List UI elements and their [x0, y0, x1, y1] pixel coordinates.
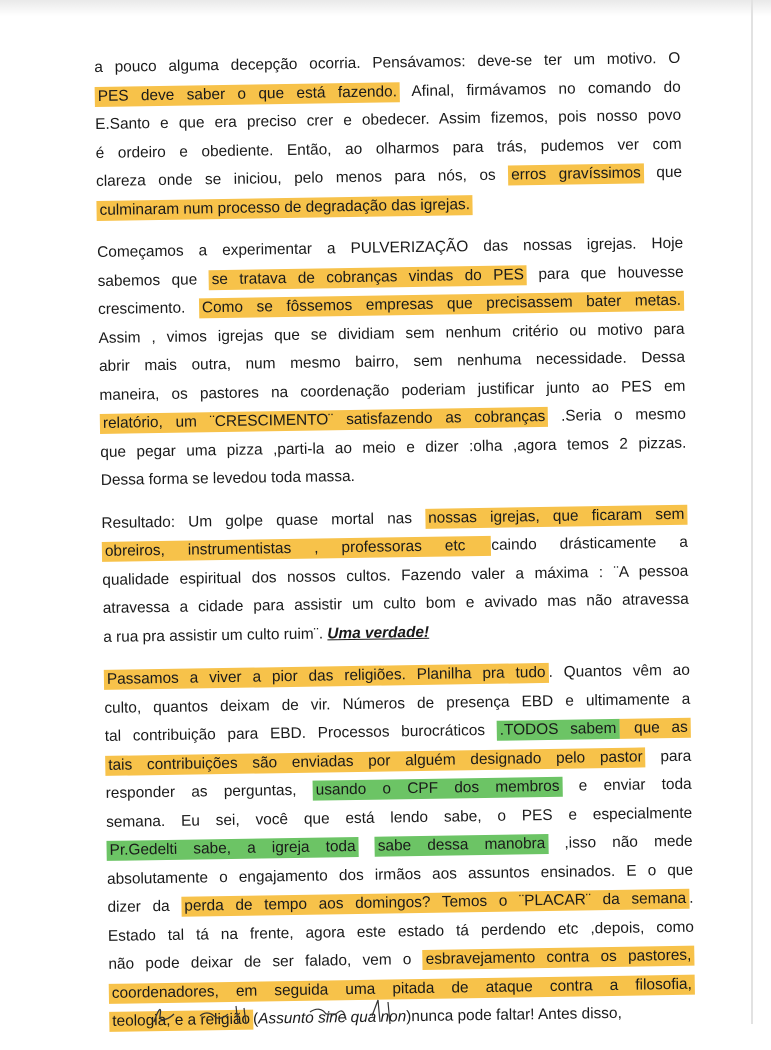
highlighted-text: Pr.Gedelti sabe, a igreja toda	[106, 837, 358, 861]
paragraph	[101, 500, 689, 652]
text-run: absolutamente o engajamento dos irmãos aos assuntos ensinados. E o que	[106, 861, 694, 888]
highlighted-text: Passamos a viver a pior das religiões. Planilha pra tudo	[104, 663, 549, 690]
text-run: abrir mais outra, num mesmo bairro, sem nenhuma necessidade. Dessa	[98, 348, 686, 375]
emphasized-text: Uma verdade!	[327, 623, 430, 642]
text-run: E.Santo e que era preciso crer e obedecer. Assim fizemos, pois nosso povo	[95, 106, 682, 133]
highlighted-text: se tratava de cobranças vindas do PES	[208, 265, 527, 290]
paragraph	[94, 45, 683, 225]
highlighted-text: erros gravíssimos	[508, 163, 644, 185]
text-run: caindo drásticamente a	[491, 533, 688, 554]
highlighted-text: coordenadores, em seguida uma pitada de ataque contra a filosofia,	[109, 974, 695, 1003]
highlighted-text: PES deve saber o que está fazendo.	[95, 82, 400, 107]
text-run: que	[643, 163, 683, 182]
highlighted-text: .TODOS sabem	[497, 719, 620, 741]
emphasized-text: Assunto sine qua non	[258, 1008, 407, 1028]
text-run: Afinal, firmávamos no comando do	[399, 78, 681, 100]
text-run: dizer da	[107, 897, 182, 916]
highlighted-text: sabe dessa manobra	[375, 834, 549, 857]
text-run: ,isso não mede	[548, 832, 693, 852]
text-run: . Quantos vêm ao	[548, 661, 690, 681]
paragraph	[97, 230, 687, 496]
text-run: Estado tal tá na frente, agora este estado tá perdendo etc ,depois, como	[107, 918, 695, 945]
text-run: a rua pra assistir um culto ruim¨.	[103, 624, 328, 646]
handwritten-signature	[140, 986, 440, 1024]
text-run: Resultado: Um golpe quase mortal nas	[101, 509, 426, 532]
text-run: Começamos a experimentar a PULVERIZAÇÃO das nossas igrejas. Hoje	[97, 234, 684, 261]
text-run: Assim , vimos igrejas que se dividiam sem nenhum critério ou motivo para	[98, 320, 685, 347]
highlighted-text: perda de tempo aos domingos? Temos o ¨PLACAR¨ da semana	[181, 889, 689, 917]
text-run: a pouco alguma decepção ocorria. Pensávamos: deve-se ter um motivo. O	[94, 49, 681, 76]
text-run: Dessa forma se levedou toda massa.	[100, 467, 355, 489]
text-run: crescimento.	[97, 299, 200, 318]
highlighted-text: Como se fôssemos empresas que precisassem bater metas.	[199, 291, 684, 319]
paragraph	[104, 657, 696, 1037]
scan-top-shadow	[0, 0, 771, 16]
document-body	[94, 39, 696, 1050]
highlighted-text: obreiros, instrumentistas , professoras etc	[102, 536, 492, 562]
highlighted-text: teologia, e a religião	[109, 1010, 253, 1032]
text-run: responder as perguntas,	[105, 781, 313, 802]
text-run: .	[689, 889, 694, 907]
text-run	[358, 838, 374, 855]
text-run: .Seria o mesmo	[548, 405, 686, 425]
text-run: semana. Eu sei, você que está lendo sabe, o PES e especialmente	[106, 804, 693, 831]
text-run: clareza onde se iniciou, pelo menos para nós, os	[95, 166, 509, 190]
text-run: atravessa a cidade para assistir um culto bom e avivado mas não atravessa	[102, 590, 689, 617]
text-run: para que houvesse	[526, 263, 684, 283]
highlighted-text: esbravejamento contra os pastores,	[423, 946, 695, 970]
text-run: )nunca pode faltar! Antes disso,	[406, 1004, 622, 1026]
text-run: e enviar toda	[562, 775, 692, 795]
text-run: é ordeiro e obediente. Então, ao olharmos para trás, pudemos ver com	[95, 135, 682, 162]
highlighted-text: nossas igrejas, que ficaram sem	[425, 504, 688, 528]
text-run: culto, quantos deixam de vir. Números de presença EBD e ultimamente a	[104, 690, 691, 717]
highlighted-text: que as	[619, 718, 691, 739]
scan-page-edge	[751, 0, 753, 1024]
text-run: que pegar uma pizza ,parti-la ao meio e dizer :olha ,agora temos 2 pizzas.	[100, 434, 687, 461]
text-run: não pode deixar de ser falado, vem o	[108, 950, 423, 973]
text-run: tal contribuição para EBD. Processos burocráticos	[104, 721, 497, 745]
text-run: maneira, os pastores na coordenação poderiam justificar junto ao PES em	[99, 377, 686, 404]
highlighted-text: relatório, um ¨CRESCIMENTO¨ satisfazendo as cobranças	[100, 407, 549, 434]
text-run: sabemos que	[97, 270, 209, 290]
text-run: para	[645, 747, 692, 765]
text-run: (	[252, 1010, 259, 1028]
text-run: qualidade espiritual dos nossos cultos. Fazendo valer a máxima : ¨A pessoa	[102, 562, 689, 589]
highlighted-text: usando o CPF dos membros	[313, 777, 563, 801]
highlighted-text: tais contribuições são enviadas por alguém designado pelo pastor	[105, 747, 646, 775]
highlighted-text: culminaram num processo de degradação das igrejas.	[96, 195, 473, 221]
